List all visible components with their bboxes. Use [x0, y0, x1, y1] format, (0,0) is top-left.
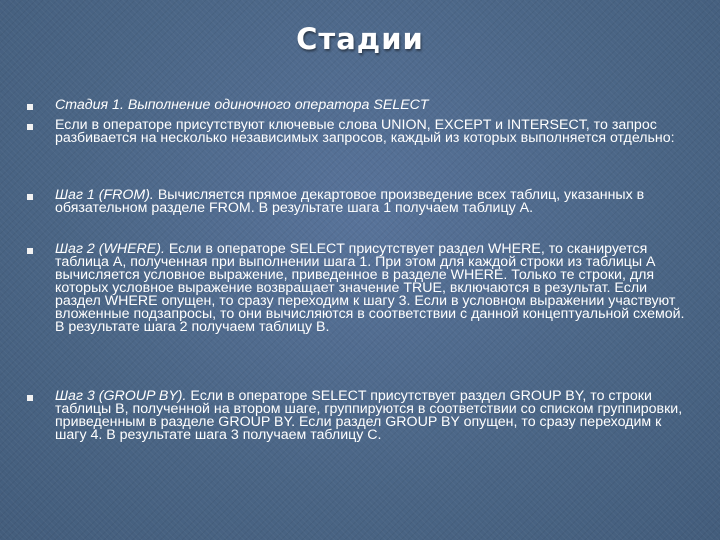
item-lead: Шаг 1 (FROM). — [55, 187, 154, 203]
list-item — [55, 243, 695, 334]
list-item — [55, 189, 695, 215]
square-bullet-icon — [27, 124, 33, 130]
item-text: Если в операторе SELECT присутствует раздел GROUP BY, то строки таблицы B, полученной на втором шаге, группируются в соответствии со списком группировки, приведенным в разделе GROUP BY. Если раздел GROUP BY опущен, то сразу переходим к шагу 4. В результате шага 3 получаем таблицу C. — [55, 388, 683, 443]
square-bullet-icon — [27, 395, 33, 401]
item-text: Если в операторе SELECT присутствует раздел WHERE, то сканируется таблица А, полученная при выполнении шага 1. При этом для каждой строки из таблицы A вычисляется условное выражение, приведенное в разделе WHERE. Только те строки, для которых условное выражение возвращает значение TRUE, включаются в результат. Если раздел WHERE опущен, то сразу переходим к шагу 3. Если в условном выражении участвуют вложенные подзапросы, то они вычисляются в соответствии с данной концептуальной схемой. В результате шага 2 получаем таблицу B. — [55, 241, 685, 335]
slide-title: Стадии — [296, 22, 424, 56]
item-text: Если в операторе присутствуют ключевые слова UNION, EXCEPT и INTERSECT, то запрос разбивается на несколько независимых запросов, каждый из которых выполняется отдельно: — [55, 117, 675, 146]
list-item — [55, 99, 695, 112]
square-bullet-icon — [27, 104, 33, 110]
square-bullet-icon — [27, 248, 33, 254]
item-text: Вычисляется прямое декартовое произведение всех таблиц, указанных в обязательном разделе FROM. В результате шага 1 получаем таблицу A. — [55, 187, 645, 216]
item-lead: Шаг 2 (WHERE). — [55, 241, 165, 257]
list-item — [55, 390, 695, 442]
item-lead: Шаг 3 (GROUP BY). — [55, 388, 187, 404]
item-lead: Стадия 1. Выполнение одиночного оператора SELECT — [55, 97, 429, 113]
list-item — [55, 119, 695, 145]
square-bullet-icon — [27, 194, 33, 200]
